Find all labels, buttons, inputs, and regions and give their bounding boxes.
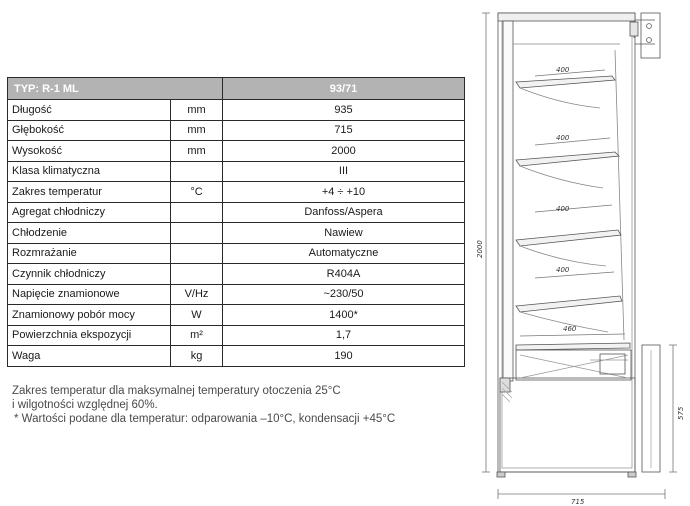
row-unit: mm: [171, 100, 223, 121]
row-value: 715: [223, 120, 465, 141]
row-name: Długość: [8, 100, 171, 121]
row-name: Napięcie znamionowe: [8, 284, 171, 305]
dim-bottom-shelf: 460: [563, 325, 577, 333]
foot-right: [628, 472, 636, 477]
note-line-2: i wilgotności względnej 60%.: [12, 399, 158, 411]
dim-base-height: 575: [677, 406, 685, 420]
row-value: Danfoss/Aspera: [223, 202, 465, 223]
row-name: Chłodzenie: [8, 223, 171, 244]
row-value: R404A: [223, 264, 465, 285]
row-value: 935: [223, 100, 465, 121]
note-line-3: * Wartości podane dla temperatur: odparowania –10°C, kondensacji +45°C: [14, 413, 396, 425]
foot-left: [497, 472, 505, 477]
row-name: Powierzchnia ekspozycji: [8, 325, 171, 346]
row-name: Rozmrażanie: [8, 243, 171, 264]
row-value: 2000: [223, 141, 465, 162]
row-name: Głębokość: [8, 120, 171, 141]
row-unit: mm: [171, 141, 223, 162]
row-value: Automatyczne: [223, 243, 465, 264]
top-canopy: [498, 13, 635, 21]
row-name: Agregat chłodniczy: [8, 202, 171, 223]
row-unit: °C: [171, 182, 223, 203]
dim-shelf-1: 400: [556, 66, 570, 74]
dim-shelf-4: 400: [556, 266, 570, 274]
row-value: +4 ÷ +10: [223, 182, 465, 203]
back-duct: [503, 21, 513, 381]
row-value: 1400*: [223, 305, 465, 326]
row-name: Czynnik chłodniczy: [8, 264, 171, 285]
shelf-1: [516, 76, 615, 88]
shelf-2: [516, 152, 619, 166]
row-value: ~230/50: [223, 284, 465, 305]
row-value: 1,7: [223, 325, 465, 346]
row-unit: V/Hz: [171, 284, 223, 305]
dim-total-height: 2000: [476, 240, 484, 258]
shelf-4: [516, 296, 622, 312]
row-name: Waga: [8, 346, 171, 367]
row-name: Wysokość: [8, 141, 171, 162]
row-unit: mm: [171, 120, 223, 141]
row-unit: m²: [171, 325, 223, 346]
dim-shelf-3: 400: [556, 205, 570, 213]
row-name: Zakres temperatur: [8, 182, 171, 203]
row-name: Znamionowy pobór mocy: [8, 305, 171, 326]
drain-unit: [600, 354, 625, 374]
row-unit: W: [171, 305, 223, 326]
bottom-shelf: [516, 343, 630, 350]
base-compartment: [500, 378, 635, 472]
dim-depth: 715: [571, 498, 585, 506]
row-value: 190: [223, 346, 465, 367]
dim-shelf-2: 400: [556, 134, 570, 142]
header-model: 93/71: [223, 78, 465, 100]
shelf-3: [516, 230, 621, 246]
header-type: TYP: R-1 ML: [8, 78, 223, 100]
row-unit: kg: [171, 346, 223, 367]
row-value: Nawiew: [223, 223, 465, 244]
row-name: Klasa klimatyczna: [8, 161, 171, 182]
row-value: III: [223, 161, 465, 182]
note-line-1: Zakres temperatur dla maksymalnej temperatury otoczenia 25°C: [12, 385, 341, 397]
